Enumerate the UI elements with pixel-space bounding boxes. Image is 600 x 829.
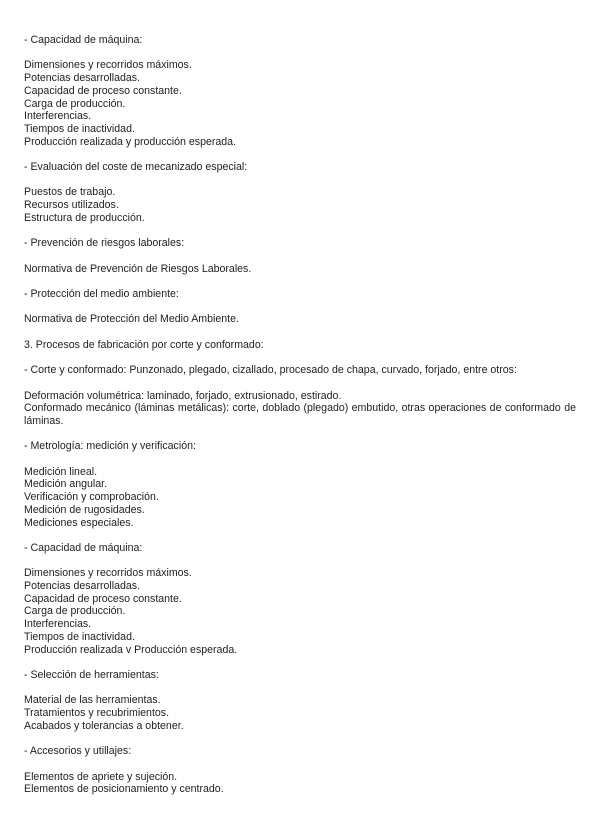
heading-capacidad-maquina-2 — [24, 542, 576, 555]
text-line: - Prevención de riesgos laborales: — [24, 237, 185, 250]
list-item: Normativa de Protección del Medio Ambiente. — [24, 313, 239, 326]
heading-capacidad-maquina — [24, 34, 576, 47]
list-item: Recursos utilizados. — [24, 199, 119, 212]
list-seleccion-herramientas — [24, 694, 576, 732]
list-item: Producción realizada v Producción esperada. — [24, 643, 238, 656]
document-page — [24, 34, 576, 809]
list-item: Deformación volumétrica: laminado, forjado, extrusionado, estirado. — [24, 389, 342, 402]
list-item: Mediciones especiales. — [24, 516, 134, 529]
heading-seleccion-herramientas — [24, 669, 576, 682]
list-item: Estructura de producción. — [24, 211, 145, 224]
list-prevencion-riesgos — [24, 263, 576, 276]
list-item: Verificación y comprobación. — [24, 491, 159, 504]
text-line: - Capacidad de máquina: — [24, 34, 143, 46]
list-item: Tiempos de inactividad. — [24, 122, 135, 135]
list-item: Carga de producción. — [24, 605, 126, 618]
list-item: Dimensiones y recorridos máximos. — [24, 59, 192, 72]
text-line: - Metrología: medición y verificación: — [24, 440, 196, 453]
text-line: - Evaluación del coste de mecanizado especial: — [24, 161, 248, 173]
list-proteccion-medio-ambiente — [24, 313, 576, 326]
list-item: Capacidad de proceso constante. — [24, 592, 182, 605]
list-item: Medición angular. — [24, 478, 108, 491]
list-item: Acabados y tolerancias a obtener. — [24, 719, 184, 732]
heading-prevencion-riesgos — [24, 237, 576, 250]
list-item: Tiempos de inactividad. — [24, 630, 135, 643]
heading-evaluacion-coste — [24, 161, 576, 174]
text-line: - Corte y conformado: Punzonado, plegado, cizallado, procesado de chapa, curvado, forjado, entre otros: — [24, 364, 517, 377]
list-item: Conformado mecánico (láminas metálicas): corte, doblado (plegado) embutido, otras operaciones de conformado de láminas. — [24, 402, 576, 427]
text-line: 3. Procesos de fabricación por corte y conformado: — [24, 338, 264, 351]
list-item: Dimensiones y recorridos máximos. — [24, 567, 192, 580]
list-item: Producción realizada y producción esperada. — [24, 135, 237, 148]
list-metrologia — [24, 466, 576, 530]
heading-metrologia — [24, 440, 576, 453]
list-capacidad-maquina — [24, 59, 576, 148]
list-item: Material de las herramientas. — [24, 694, 161, 707]
list-item: Potencias desarrolladas. — [24, 72, 141, 85]
list-item: Capacidad de proceso constante. — [24, 84, 182, 97]
text-line: - Protección del medio ambiente: — [24, 287, 179, 300]
heading-accesorios-utillajes — [24, 745, 576, 758]
list-item: Interferencias. — [24, 618, 92, 631]
list-item: Tratamientos y recubrimientos. — [24, 707, 170, 720]
list-accesorios-utillajes — [24, 771, 576, 796]
list-item: Medición de rugosidades. — [24, 503, 145, 516]
list-item: Elementos de apriete y sujeción. — [24, 770, 178, 783]
section-title-procesos-fabricacion — [24, 339, 576, 352]
heading-corte-conformado — [24, 364, 576, 377]
list-evaluacion-coste — [24, 186, 576, 224]
list-item: Interferencias. — [24, 110, 92, 123]
text-line: - Accesorios y utillajes: — [24, 745, 132, 758]
list-item: Potencias desarrolladas. — [24, 580, 141, 593]
list-item: Elementos de posicionamiento y centrado. — [24, 783, 224, 796]
list-item: Puestos de trabajo. — [24, 186, 116, 199]
text-line: - Capacidad de máquina: — [24, 541, 143, 554]
list-item: Normativa de Prevención de Riesgos Laborales. — [24, 262, 252, 275]
list-item: Carga de producción. — [24, 97, 126, 110]
list-corte-conformado — [24, 390, 576, 428]
list-capacidad-maquina-2 — [24, 567, 576, 656]
heading-proteccion-medio-ambiente — [24, 288, 576, 301]
list-item: Medición lineal. — [24, 465, 98, 478]
text-line: - Selección de herramientas: — [24, 668, 159, 681]
